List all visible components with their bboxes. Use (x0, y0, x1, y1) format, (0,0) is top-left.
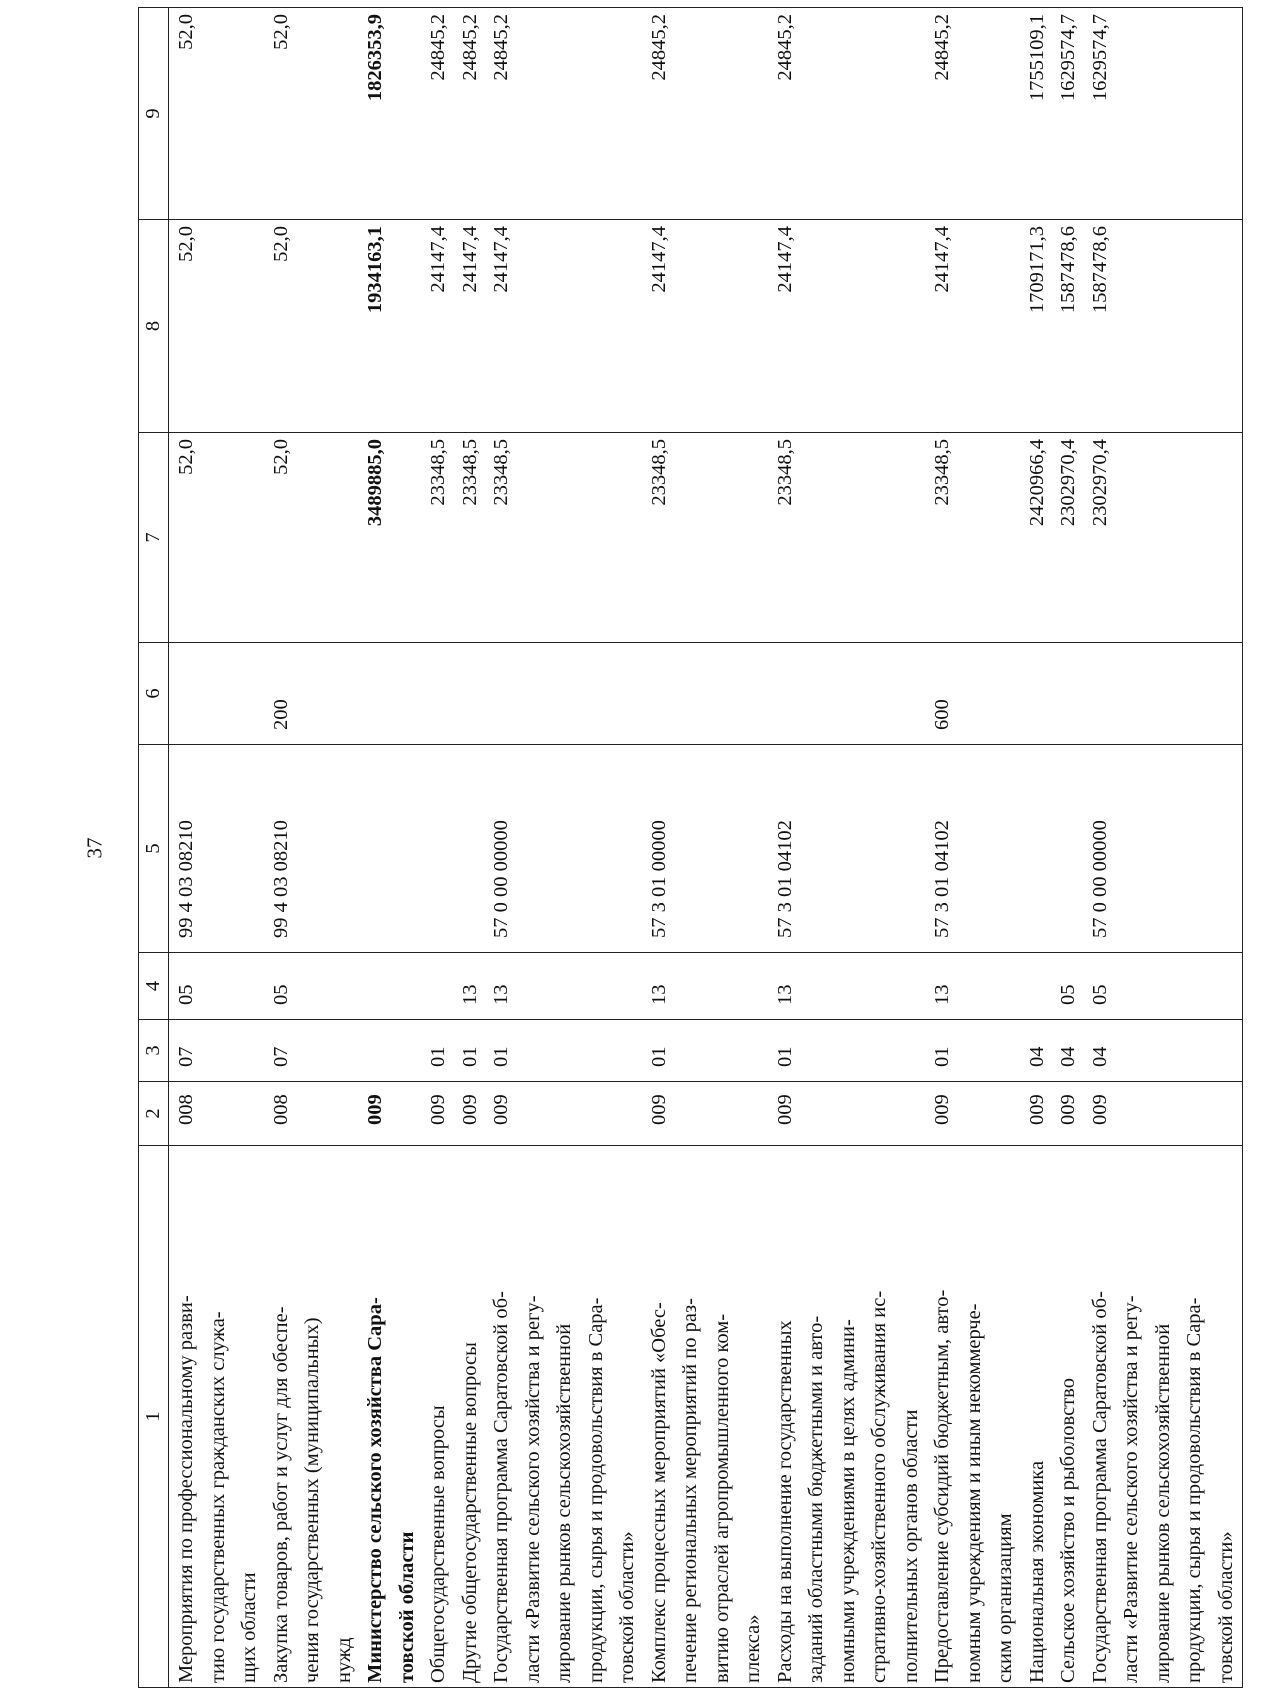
subsection-code: 13 (455, 953, 487, 1020)
col-header-1: 1 (139, 1146, 169, 1688)
amount-year-3: 1826353,9 (360, 8, 423, 220)
col-header-8: 8 (139, 220, 169, 433)
row-label-line: продукции, сырья и продовольствия в Сара- (584, 1297, 607, 1683)
row-label (169, 1146, 266, 1688)
amount-year-3: 52,0 (169, 8, 266, 220)
row-label (644, 1146, 770, 1688)
row-label (486, 1146, 644, 1688)
row-label (423, 1146, 455, 1688)
row-label-line: ласти «Развитие сельского хозяйства и регу- (521, 1295, 544, 1683)
expense-type-code: 600 (927, 643, 1022, 745)
amount-year-3: 24845,2 (486, 8, 644, 220)
col-header-7: 7 (139, 433, 169, 643)
amount-year-2: 52,0 (266, 220, 361, 433)
row-label (927, 1146, 1022, 1688)
expense-type-code (486, 643, 644, 745)
amount-year-1: 23348,5 (423, 433, 455, 643)
table-row (644, 8, 770, 1688)
target-article-code: 99 4 03 08210 (266, 745, 361, 953)
subsection-code: 05 (1053, 953, 1085, 1020)
table-header-row (139, 8, 169, 1688)
expense-type-code (169, 643, 266, 745)
amount-year-3: 24845,2 (644, 8, 770, 220)
section-code: 04 (1053, 1020, 1085, 1082)
ministry-code: 009 (1022, 1082, 1054, 1146)
table-row (1022, 8, 1054, 1688)
ministry-code: 009 (644, 1082, 770, 1146)
amount-year-1: 52,0 (169, 433, 266, 643)
row-label-line: полнительных органов области (899, 1409, 922, 1683)
expense-type-code (644, 643, 770, 745)
section-code: 01 (486, 1020, 644, 1082)
table-row (927, 8, 1022, 1688)
subsection-code: 13 (644, 953, 770, 1020)
row-label-line: Государственная программа Саратовской об- (490, 1291, 512, 1683)
amount-year-2: 24147,4 (927, 220, 1022, 433)
row-label-line: стративно-хозяйственного обслуживания ис- (868, 1290, 890, 1683)
section-code: 07 (266, 1020, 361, 1082)
table-body (169, 8, 1243, 1688)
page-number: 37 (82, 837, 107, 859)
subsection-code: 05 (266, 953, 361, 1020)
amount-year-1: 2302970,4 (1053, 433, 1085, 643)
target-article-code (423, 745, 455, 953)
row-label-line: Общегосударственные вопросы (427, 1405, 449, 1683)
row-label-line: витию отраслей агропромышленного ком- (710, 1313, 733, 1683)
target-article-code: 99 4 03 08210 (169, 745, 266, 953)
amount-year-1: 23348,5 (486, 433, 644, 643)
budget-table (138, 7, 1243, 1688)
amount-year-3: 1629574,7 (1085, 8, 1243, 220)
row-label-line: ским организациям (994, 1513, 1016, 1683)
amount-year-1: 23348,5 (644, 433, 770, 643)
target-article-code (1053, 745, 1085, 953)
expense-type-code (423, 643, 455, 745)
section-code: 01 (423, 1020, 455, 1082)
subsection-code: 05 (1085, 953, 1243, 1020)
target-article-code (360, 745, 423, 953)
section-code: 01 (770, 1020, 928, 1082)
ministry-code: 009 (1053, 1082, 1085, 1146)
section-code: 04 (1085, 1020, 1243, 1082)
section-code: 01 (644, 1020, 770, 1082)
amount-year-2: 24147,4 (455, 220, 487, 433)
subsection-code (1022, 953, 1054, 1020)
section-code: 07 (169, 1020, 266, 1082)
target-article-code: 57 0 00 00000 (486, 745, 644, 953)
row-label (1053, 1146, 1085, 1688)
section-code: 01 (455, 1020, 487, 1082)
col-header-5: 5 (139, 745, 169, 953)
row-label-line: номными учреждениями в целях админи- (836, 1319, 859, 1683)
amount-year-2: 24147,4 (486, 220, 644, 433)
col-header-2: 2 (139, 1082, 169, 1146)
amount-year-2: 1587478,6 (1053, 220, 1085, 433)
row-label-line: товской области» (1214, 1531, 1237, 1683)
amount-year-1: 2302970,4 (1085, 433, 1243, 643)
row-label (266, 1146, 361, 1688)
row-label-line: Закупка товаров, работ и услуг для обеспе- (269, 1306, 292, 1683)
table-row (423, 8, 455, 1688)
row-label-line: Сельское хозяйство и рыболовство (1057, 1378, 1079, 1683)
subsection-code (423, 953, 455, 1020)
amount-year-2: 52,0 (169, 220, 266, 433)
col-header-4: 4 (139, 953, 169, 1020)
target-article-code (1022, 745, 1054, 953)
row-label-line: Комплекс процессных мероприятий «Обес- (647, 1302, 670, 1683)
table-row (455, 8, 487, 1688)
ministry-code: 009 (927, 1082, 1022, 1146)
expense-type-code (455, 643, 487, 745)
row-label-line: лирование рынков сельскохозяйственной (1151, 1323, 1174, 1683)
table-row (169, 8, 266, 1688)
amount-year-3: 24845,2 (770, 8, 928, 220)
ministry-code: 009 (360, 1082, 423, 1146)
amount-year-1: 3489885,0 (360, 433, 423, 643)
amount-year-1: 23348,5 (455, 433, 487, 643)
expense-type-code (1053, 643, 1085, 745)
target-article-code (455, 745, 487, 953)
amount-year-1: 2420966,4 (1022, 433, 1054, 643)
amount-year-2: 1587478,6 (1085, 220, 1243, 433)
row-label-line: щих области (238, 1572, 260, 1683)
col-header-6: 6 (139, 643, 169, 745)
amount-year-3: 24845,2 (927, 8, 1022, 220)
table-row (360, 8, 423, 1688)
ministry-code: 009 (770, 1082, 928, 1146)
row-label (770, 1146, 928, 1688)
expense-type-code (770, 643, 928, 745)
row-label-line: товской области» (616, 1531, 638, 1683)
subsection-code: 13 (486, 953, 644, 1020)
expense-type-code (1022, 643, 1054, 745)
row-label (1022, 1146, 1054, 1688)
row-label-line: чения государственных (муниципальных) (301, 1317, 323, 1683)
section-code: 01 (927, 1020, 1022, 1082)
expense-type-code (360, 643, 423, 745)
row-label-line: заданий областными бюджетными и авто- (805, 1315, 827, 1683)
amount-year-3: 24845,2 (455, 8, 487, 220)
amount-year-2: 24147,4 (423, 220, 455, 433)
target-article-code: 57 3 01 00000 (644, 745, 770, 953)
amount-year-3: 1629574,7 (1053, 8, 1085, 220)
table-row (266, 8, 361, 1688)
col-header-9: 9 (139, 8, 169, 220)
ministry-code: 009 (455, 1082, 487, 1146)
row-label-line: Национальная экономика (1025, 1460, 1048, 1683)
table-row (1053, 8, 1085, 1688)
row-label (1085, 1146, 1243, 1688)
row-label-line: Государственная программа Саратовской об- (1088, 1291, 1111, 1683)
section-code: 04 (1022, 1020, 1054, 1082)
row-label (455, 1146, 487, 1688)
amount-year-2: 24147,4 (644, 220, 770, 433)
row-label-line: тию государственных гражданских служа- (206, 1311, 229, 1683)
subsection-code: 13 (770, 953, 928, 1020)
row-label-line: лирование рынков сельскохозяйственной (553, 1323, 575, 1683)
amount-year-1: 23348,5 (770, 433, 928, 643)
subsection-code (360, 953, 423, 1020)
row-label-line: Расходы на выполнение государственных (773, 1320, 796, 1683)
row-label-line: Министерство сельского хозяйства Сара- (364, 1297, 386, 1683)
table-row (1085, 8, 1243, 1688)
ministry-code: 009 (486, 1082, 644, 1146)
row-label-line: товской области (395, 1531, 418, 1683)
row-label-line: Предоставление субсидий бюджетным, авто- (931, 1289, 953, 1683)
row-label-line: продукции, сырья и продовольствия в Сара- (1183, 1297, 1205, 1683)
amount-year-3: 24845,2 (423, 8, 455, 220)
target-article-code: 57 3 01 04102 (927, 745, 1022, 953)
amount-year-1: 52,0 (266, 433, 361, 643)
row-label-line: номным учреждениям и иным некоммерче- (962, 1303, 985, 1683)
target-article-code: 57 0 00 00000 (1085, 745, 1243, 953)
amount-year-2: 1934163,1 (360, 220, 423, 433)
target-article-code: 57 3 01 04102 (770, 745, 928, 953)
expense-type-code: 200 (266, 643, 361, 745)
subsection-code: 13 (927, 953, 1022, 1020)
row-label-line: нужд (332, 1637, 355, 1683)
ministry-code: 008 (169, 1082, 266, 1146)
col-header-3: 3 (139, 1020, 169, 1082)
row-label-line: Мероприятия по профессиональному разви- (175, 1295, 197, 1683)
amount-year-1: 23348,5 (927, 433, 1022, 643)
amount-year-2: 24147,4 (770, 220, 928, 433)
row-label-line: печение региональных мероприятий по раз- (679, 1298, 701, 1683)
amount-year-2: 1709171,3 (1022, 220, 1054, 433)
table-row (486, 8, 644, 1688)
table-row (770, 8, 928, 1688)
row-label-line: ласти «Развитие сельского хозяйства и регу- (1120, 1295, 1142, 1683)
section-code (360, 1020, 423, 1082)
expense-type-code (1085, 643, 1243, 745)
rotated-page (138, 8, 1278, 1688)
amount-year-3: 1755109,1 (1022, 8, 1054, 220)
row-label-line: Другие общегосударственные вопросы (458, 1342, 481, 1683)
row-label-line: плекса» (742, 1614, 764, 1683)
ministry-code: 008 (266, 1082, 361, 1146)
subsection-code: 05 (169, 953, 266, 1020)
ministry-code: 009 (423, 1082, 455, 1146)
ministry-code: 009 (1085, 1082, 1243, 1146)
amount-year-3: 52,0 (266, 8, 361, 220)
row-label (360, 1146, 423, 1688)
